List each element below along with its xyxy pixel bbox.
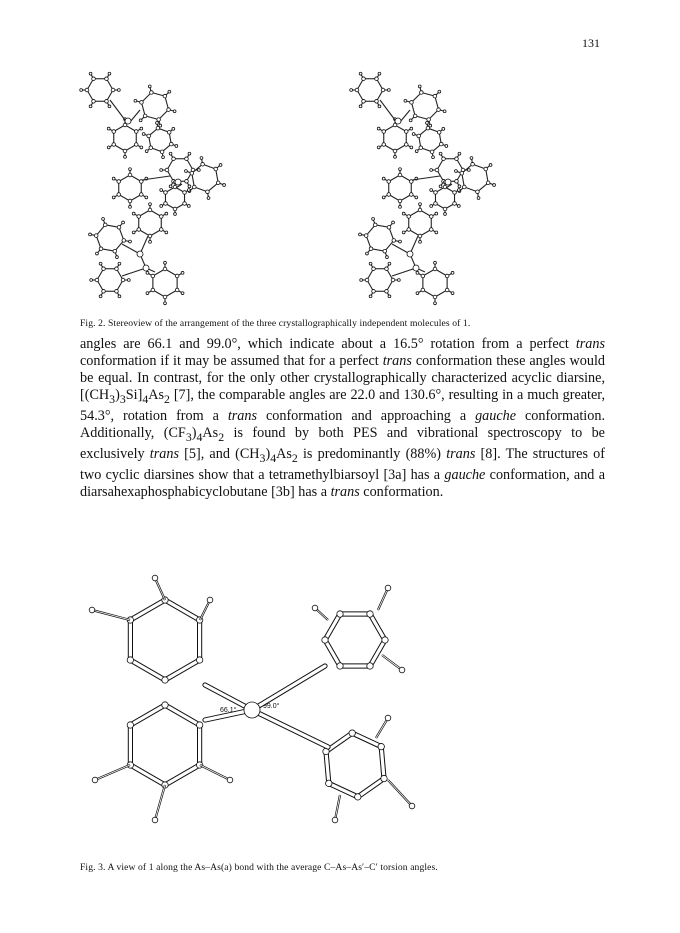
phenyl-ring xyxy=(359,218,402,259)
figure-2-caption: Fig. 2. Stereoview of the arrangement of the three crystallographically independent molecules of 1. xyxy=(80,318,471,329)
phenyl-ring xyxy=(80,72,121,107)
phenyl-ring-upper-left xyxy=(127,597,203,683)
phenyl-ring xyxy=(350,72,391,107)
phenyl-ring xyxy=(185,157,226,200)
phenyl-ring xyxy=(404,85,446,127)
phenyl-ring xyxy=(377,118,412,159)
phenyl-ring xyxy=(132,203,167,244)
phenyl-ring-upper-right xyxy=(322,611,388,669)
phenyl-ring xyxy=(89,218,132,259)
phenyl-ring xyxy=(416,261,454,304)
figure-2-stereoview xyxy=(70,58,610,308)
stereoview-drawing xyxy=(70,58,610,308)
phenyl-ring xyxy=(146,261,184,304)
phenyl-ring-lower-right xyxy=(323,730,387,800)
phenyl-ring xyxy=(360,262,401,297)
stereo-right-cluster xyxy=(350,72,496,304)
phenyl-ring xyxy=(430,181,460,216)
angle-label-right: 99.0° xyxy=(263,703,280,710)
phenyl-ring xyxy=(455,157,496,200)
stereo-left-cluster xyxy=(80,72,226,304)
phenyl-ring-lower-left xyxy=(127,702,203,788)
phenyl-ring xyxy=(134,85,176,127)
phenyl-ring xyxy=(107,118,142,159)
angle-label-left: 66.1° xyxy=(220,707,237,714)
molecule-drawing xyxy=(70,570,530,855)
phenyl-ring xyxy=(112,168,147,209)
page-number: 131 xyxy=(582,36,600,50)
phenyl-ring xyxy=(160,181,190,216)
phenyl-ring xyxy=(90,262,131,297)
phenyl-ring xyxy=(402,203,437,244)
body-paragraph-text: angles are 66.1 and 99.0°, which indicate about a 16.5° rotation from a perfect trans conformation if it may be assumed that for a perfect trans conformation these angles would be equal. In contrast, for the only other crystallographically characterized acyclic diarsine, $[(CH_3)_3Si]_4As_2$ [7], the comparable angles are 22.0 and 130.6°, resulting in a much greater, 54.3°, rotation from a trans conformation and approaching a gauche conformation. Additionally, $(CF_3)_4As_2$ is found by both PES and vibrational spectroscopy to be exclusively trans [5], and $(CH_3)_4As_2$ is predominantly (88%) trans [8]. The structures of two cyclic diarsines show that a tetramethylbiarsoyl [3a] has a gauche conformation, and a diarsahexaphosphabicyclobutane [3b] has a trans conformation. xyxy=(80,336,605,501)
arsenic-atom xyxy=(244,702,260,718)
figure-3-caption: Fig. 3. A view of 1 along the As–As(a) bond with the average C–As–As′–C′ torsion angles. xyxy=(80,862,438,873)
figure-3-newman-view xyxy=(70,570,530,855)
phenyl-ring xyxy=(382,168,417,209)
body-paragraph xyxy=(80,336,605,501)
